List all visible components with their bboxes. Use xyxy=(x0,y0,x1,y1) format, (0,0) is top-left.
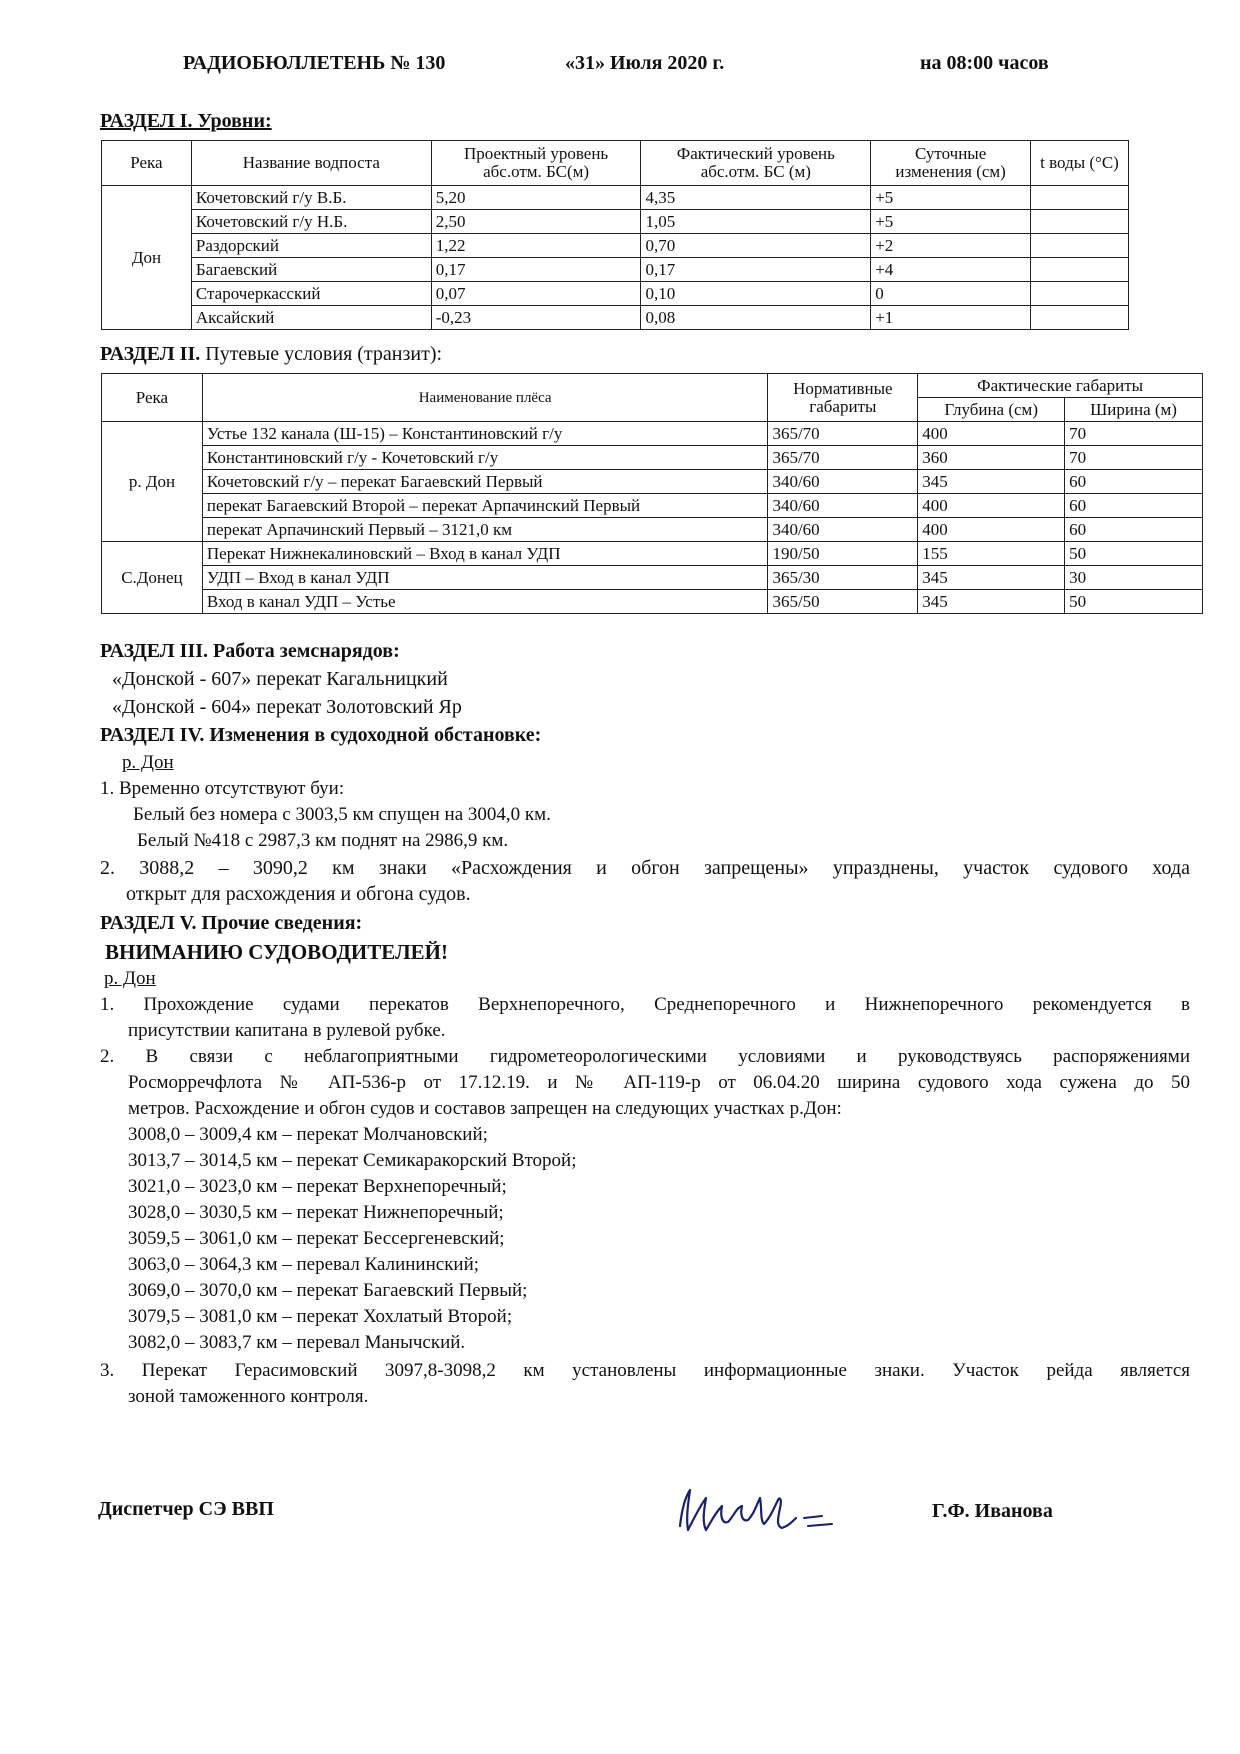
dispatcher-role: Диспетчер СЭ ВВП xyxy=(98,1498,274,1520)
station-name: Аксайский xyxy=(191,306,431,330)
project-level: 1,22 xyxy=(431,234,641,258)
section2-heading-text: Путевые условия (транзит): xyxy=(205,343,443,365)
daily-change: +4 xyxy=(871,258,1031,282)
reach-name: Вход в канал УДП – Устье xyxy=(202,590,768,614)
restricted-segment: 3059,5 – 3061,0 км – перекат Бессергеневский; xyxy=(128,1228,505,1249)
norm-dims: 340/60 xyxy=(768,470,918,494)
levels-table xyxy=(101,140,1129,330)
restricted-segment: 3063,0 – 3064,3 км – перевал Калининский; xyxy=(128,1254,480,1275)
restricted-segment: 3028,0 – 3030,5 км – перекат Нижнепоречный; xyxy=(128,1202,504,1223)
reach-name: Перекат Нижнекалиновский – Вход в канал УДП xyxy=(202,542,768,566)
daily-change: +5 xyxy=(871,210,1031,234)
reach-name: УДП – Вход в канал УДП xyxy=(202,566,768,590)
actual-level: 0,10 xyxy=(641,282,871,306)
norm-dims: 365/70 xyxy=(768,422,918,446)
notice3-line2: зоной таможенного контроля. xyxy=(128,1386,369,1407)
transit-table xyxy=(101,373,1203,614)
reach-name: перекат Арпачинский Первый – 3121,0 км xyxy=(202,518,768,542)
actual-depth: 400 xyxy=(918,518,1065,542)
daily-change: +2 xyxy=(871,234,1031,258)
actual-depth: 360 xyxy=(918,446,1065,470)
section2-heading-label: РАЗДЕЛ II. xyxy=(100,343,201,365)
transit-col-actual: Фактические габариты xyxy=(918,374,1203,398)
levels-col-temp: t воды (°С) xyxy=(1031,141,1129,186)
notice1-line2: присутствии капитана в рулевой рубке. xyxy=(128,1020,446,1041)
reach-name: Устье 132 канала (Ш-15) – Константиновский г/у xyxy=(202,422,768,446)
norm-dims: 340/60 xyxy=(768,494,918,518)
levels-col-river: Река xyxy=(102,141,192,186)
notice2-line3: метров. Расхождение и обгон судов и составов запрещен на следующих участках р.Дон: xyxy=(128,1098,842,1119)
actual-depth: 400 xyxy=(918,422,1065,446)
water-temp xyxy=(1031,210,1129,234)
table-row xyxy=(102,518,1203,542)
table-row xyxy=(102,258,1129,282)
station-name: Раздорский xyxy=(191,234,431,258)
project-level: 2,50 xyxy=(431,210,641,234)
daily-change: 0 xyxy=(871,282,1031,306)
section4-item2-line2: открыт для расхождения и обгона судов. xyxy=(126,883,471,905)
transit-header-row xyxy=(102,374,1203,398)
project-level: 5,20 xyxy=(431,186,641,210)
actual-level: 1,05 xyxy=(641,210,871,234)
table-row xyxy=(102,282,1129,306)
actual-width: 60 xyxy=(1065,470,1203,494)
water-temp xyxy=(1031,282,1129,306)
actual-width: 60 xyxy=(1065,494,1203,518)
norm-dims: 365/30 xyxy=(768,566,918,590)
levels-header-row xyxy=(102,141,1129,186)
levels-col-project: Проектный уровень абс.отм. БС(м) xyxy=(431,141,641,186)
restricted-segment: 3008,0 – 3009,4 км – перекат Молчановский; xyxy=(128,1124,488,1145)
section4-item1a: Белый без номера с 3003,5 км спущен на 3004,0 км. xyxy=(133,804,551,825)
actual-level: 0,17 xyxy=(641,258,871,282)
section1-heading: РАЗДЕЛ I. Уровни: xyxy=(100,110,272,132)
section4-item2-line1: 2. 3088,2 – 3090,2 км знаки «Расхождения и обгон запрещены» упразднены, участок судового хода xyxy=(100,857,1190,879)
transit-col-reach: Наименование плёса xyxy=(202,374,768,422)
actual-depth: 345 xyxy=(918,470,1065,494)
bulletin-title: РАДИОБЮЛЛЕТЕНЬ № 130 xyxy=(183,52,446,74)
attention-heading: ВНИМАНИЮ СУДОВОДИТЕЛЕЙ! xyxy=(105,940,448,964)
actual-depth: 345 xyxy=(918,590,1065,614)
table-row xyxy=(102,494,1203,518)
dredger-item: «Донской - 607» перекат Кагальницкий xyxy=(112,668,448,690)
actual-depth: 155 xyxy=(918,542,1065,566)
daily-change: +5 xyxy=(871,186,1031,210)
station-name: Старочеркасский xyxy=(191,282,431,306)
norm-dims: 365/70 xyxy=(768,446,918,470)
table-row xyxy=(102,306,1129,330)
section4-item1: 1. Временно отсутствуют буи: xyxy=(100,778,345,799)
water-temp xyxy=(1031,186,1129,210)
actual-level: 4,35 xyxy=(641,186,871,210)
signature-icon xyxy=(672,1478,862,1548)
restricted-segment: 3069,0 – 3070,0 км – перекат Багаевский Первый; xyxy=(128,1280,528,1301)
transit-river-don: р. Дон xyxy=(102,422,203,542)
norm-dims: 340/60 xyxy=(768,518,918,542)
daily-change: +1 xyxy=(871,306,1031,330)
section3-heading: РАЗДЕЛ III. Работа земснарядов: xyxy=(100,640,400,662)
actual-depth: 345 xyxy=(918,566,1065,590)
actual-width: 50 xyxy=(1065,590,1203,614)
project-level: 0,07 xyxy=(431,282,641,306)
notice3-line1: 3. Перекат Герасимовский 3097,8-3098,2 км установлены информационные знаки. Участок рейда является xyxy=(100,1360,1190,1381)
levels-river-cell: Дон xyxy=(102,186,192,330)
norm-dims: 365/50 xyxy=(768,590,918,614)
levels-col-name: Название водпоста xyxy=(191,141,431,186)
restricted-segment: 3082,0 – 3083,7 км – перевал Манычский. xyxy=(128,1332,466,1353)
restricted-segment: 3021,0 – 3023,0 км – перекат Верхнепоречный; xyxy=(128,1176,507,1197)
notice2-line1: 2. В связи с неблагоприятными гидрометеорологическими условиями и руководствуясь распоряжениями xyxy=(100,1046,1190,1067)
table-row xyxy=(102,590,1203,614)
water-temp xyxy=(1031,306,1129,330)
table-row xyxy=(102,234,1129,258)
reach-name: Константиновский г/у - Кочетовский г/у xyxy=(202,446,768,470)
table-row xyxy=(102,186,1129,210)
section4-item1b: Белый №418 с 2987,3 км поднят на 2986,9 км. xyxy=(137,830,509,851)
actual-width: 30 xyxy=(1065,566,1203,590)
station-name: Багаевский xyxy=(191,258,431,282)
dredger-item: «Донской - 604» перекат Золотовский Яр xyxy=(112,696,462,718)
reach-name: перекат Багаевский Второй – перекат Арпачинский Первый xyxy=(202,494,768,518)
norm-dims: 190/50 xyxy=(768,542,918,566)
section4-river: р. Дон xyxy=(122,752,174,773)
table-row xyxy=(102,210,1129,234)
actual-width: 70 xyxy=(1065,422,1203,446)
restricted-segment: 3013,7 – 3014,5 км – перекат Семикаракорский Второй; xyxy=(128,1150,577,1171)
notice2-line2: Росморречфлота № АП-536-р от 17.12.19. и № АП-119-р от 06.04.20 ширина судового хода сужена до 50 xyxy=(128,1072,1190,1093)
transit-col-norm: Нормативные габариты xyxy=(768,374,918,422)
actual-depth: 400 xyxy=(918,494,1065,518)
actual-width: 70 xyxy=(1065,446,1203,470)
notice1-line1: 1. Прохождение судами перекатов Верхнепоречного, Среднепоречного и Нижнепоречного рекомендуется в xyxy=(100,994,1190,1015)
section4-heading: РАЗДЕЛ IV. Изменения в судоходной обстановке: xyxy=(100,724,542,746)
project-level: 0,17 xyxy=(431,258,641,282)
actual-width: 50 xyxy=(1065,542,1203,566)
station-name: Кочетовский г/у В.Б. xyxy=(191,186,431,210)
actual-level: 0,08 xyxy=(641,306,871,330)
section5-heading: РАЗДЕЛ V. Прочие сведения: xyxy=(100,912,363,934)
reach-name: Кочетовский г/у – перекат Багаевский Первый xyxy=(202,470,768,494)
bulletin-time: на 08:00 часов xyxy=(920,52,1049,74)
water-temp xyxy=(1031,234,1129,258)
actual-level: 0,70 xyxy=(641,234,871,258)
restricted-segment: 3079,5 – 3081,0 км – перекат Хохлатый Второй; xyxy=(128,1306,513,1327)
table-row xyxy=(102,422,1203,446)
levels-col-actual: Фактический уровень абс.отм. БС (м) xyxy=(641,141,871,186)
transit-river-donets: С.Донец xyxy=(102,542,203,614)
station-name: Кочетовский г/у Н.Б. xyxy=(191,210,431,234)
table-row xyxy=(102,446,1203,470)
table-row xyxy=(102,566,1203,590)
transit-col-river: Река xyxy=(102,374,203,422)
bulletin-date: «31» Июля 2020 г. xyxy=(565,52,725,74)
section5-river: р. Дон xyxy=(104,968,156,989)
project-level: -0,23 xyxy=(431,306,641,330)
section2-heading xyxy=(100,343,442,366)
water-temp xyxy=(1031,258,1129,282)
transit-col-width: Ширина (м) xyxy=(1065,398,1203,422)
table-row xyxy=(102,542,1203,566)
table-row xyxy=(102,470,1203,494)
dispatcher-name: Г.Ф. Иванова xyxy=(932,1500,1053,1522)
levels-col-change: Суточные изменения (см) xyxy=(871,141,1031,186)
transit-col-depth: Глубина (см) xyxy=(918,398,1065,422)
actual-width: 60 xyxy=(1065,518,1203,542)
